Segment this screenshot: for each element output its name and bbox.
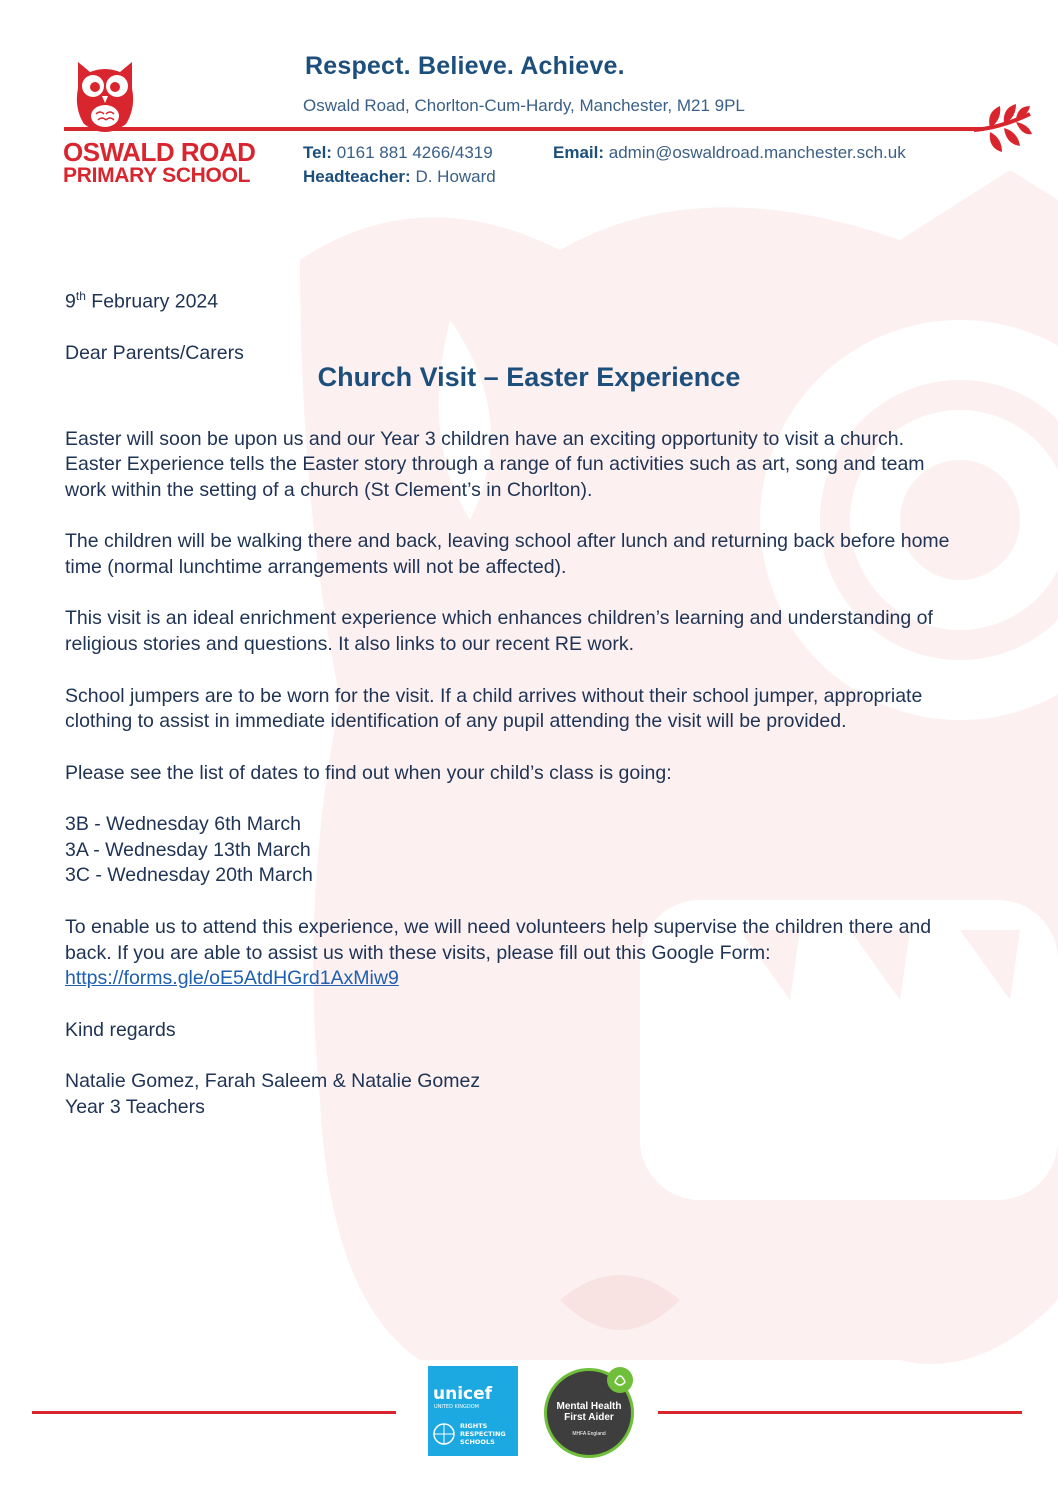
letter-body bbox=[65, 284, 965, 1146]
date-suffix: th bbox=[75, 289, 86, 303]
unicef-rights-respecting-badge bbox=[428, 1366, 518, 1456]
date-item-3b: 3B - Wednesday 6th March bbox=[65, 813, 301, 836]
paragraph-2: The children will be walking there and back, leaving school after lunch and returning back before home time (normal lunchtime arrangements will not be affected). bbox=[65, 530, 950, 579]
school-name-line2: PRIMARY SCHOOL bbox=[63, 164, 251, 187]
school-name bbox=[63, 137, 256, 188]
school-motto: Respect. Believe. Achieve. bbox=[305, 52, 625, 80]
paragraph-5: Please see the list of dates to find out when your child’s class is going: bbox=[65, 761, 672, 784]
email-label: Email: bbox=[553, 143, 605, 162]
signature-block bbox=[65, 1069, 965, 1120]
laurel-leaf-icon bbox=[970, 104, 1034, 154]
mh-line2: First Aider bbox=[564, 1412, 614, 1423]
date-item-3a: 3A - Wednesday 13th March bbox=[65, 838, 311, 861]
dates-list bbox=[65, 812, 965, 889]
letter-date bbox=[65, 284, 965, 315]
volunteer-text: To enable us to attend this experience, we will need volunteers help supervise the children there and back. If you are able to assist us with these visits, please fill out this Google Form: bbox=[65, 915, 932, 964]
headteacher-value: D. Howard bbox=[415, 167, 496, 186]
school-owl-logo bbox=[70, 58, 140, 138]
tel-line bbox=[303, 143, 493, 163]
footer-line-left bbox=[32, 1411, 396, 1414]
school-name-line1: OSWALD ROAD bbox=[63, 137, 256, 167]
letter-title: Church Visit – Easter Experience bbox=[317, 362, 741, 392]
footer-line-right bbox=[658, 1411, 1022, 1414]
paragraph-4: School jumpers are to be worn for the visit. If a child arrives without their school jumper, appropriate clothing to assist in immediate identification of any pupil attending the visit will be provided. bbox=[65, 684, 923, 733]
mhfa-leaf-icon bbox=[606, 1366, 634, 1394]
date-rest: February 2024 bbox=[85, 290, 219, 313]
paragraph-3: This visit is an ideal enrichment experience which enhances children’s learning and understanding of religious stories and questions. It also links to our recent RE work. bbox=[65, 607, 933, 656]
unicef-country: UNITED KINGDOM bbox=[434, 1404, 479, 1410]
paragraph-1: Easter will soon be upon us and our Year 3 children have an exciting opportunity to visit a church. Easter Experience tells the Easter story through a range of fun activities such as art, song and team work within the setting of a church (St Clement’s in Chorlton). bbox=[65, 427, 925, 501]
signoff: Kind regards bbox=[65, 1018, 176, 1041]
tel-label: Tel: bbox=[303, 143, 332, 162]
email-line bbox=[553, 143, 906, 163]
signatories: Natalie Gomez, Farah Saleem & Natalie Gomez bbox=[65, 1070, 481, 1093]
globe-icon bbox=[432, 1422, 456, 1446]
unicef-name: unicef bbox=[433, 1384, 493, 1404]
date-day: 9 bbox=[65, 290, 76, 313]
school-address: Oswald Road, Chorlton-Cum-Hardy, Manchester, M21 9PL bbox=[303, 96, 745, 115]
email-value: admin@oswaldroad.manchester.sch.uk bbox=[608, 143, 906, 162]
mh-org: MHFA England bbox=[572, 1431, 606, 1437]
tel-value: 0161 881 4266/4319 bbox=[336, 143, 493, 162]
headteacher-line bbox=[303, 167, 496, 187]
headteacher-label: Headteacher: bbox=[303, 167, 411, 186]
signatory-role: Year 3 Teachers bbox=[65, 1095, 205, 1118]
mh-line1: Mental Health bbox=[556, 1401, 622, 1412]
unicef-line2: RESPECTING bbox=[460, 1430, 506, 1438]
paragraph-6 bbox=[65, 915, 965, 992]
unicef-line3: SCHOOLS bbox=[460, 1438, 495, 1446]
date-item-3c: 3C - Wednesday 20th March bbox=[65, 864, 313, 887]
header-divider bbox=[64, 127, 984, 131]
google-form-link[interactable]: https://forms.gle/oE5AtdHGrd1AxMiw9 bbox=[65, 967, 399, 990]
unicef-line1: RIGHTS bbox=[460, 1422, 488, 1430]
salutation: Dear Parents/Carers bbox=[65, 341, 244, 364]
